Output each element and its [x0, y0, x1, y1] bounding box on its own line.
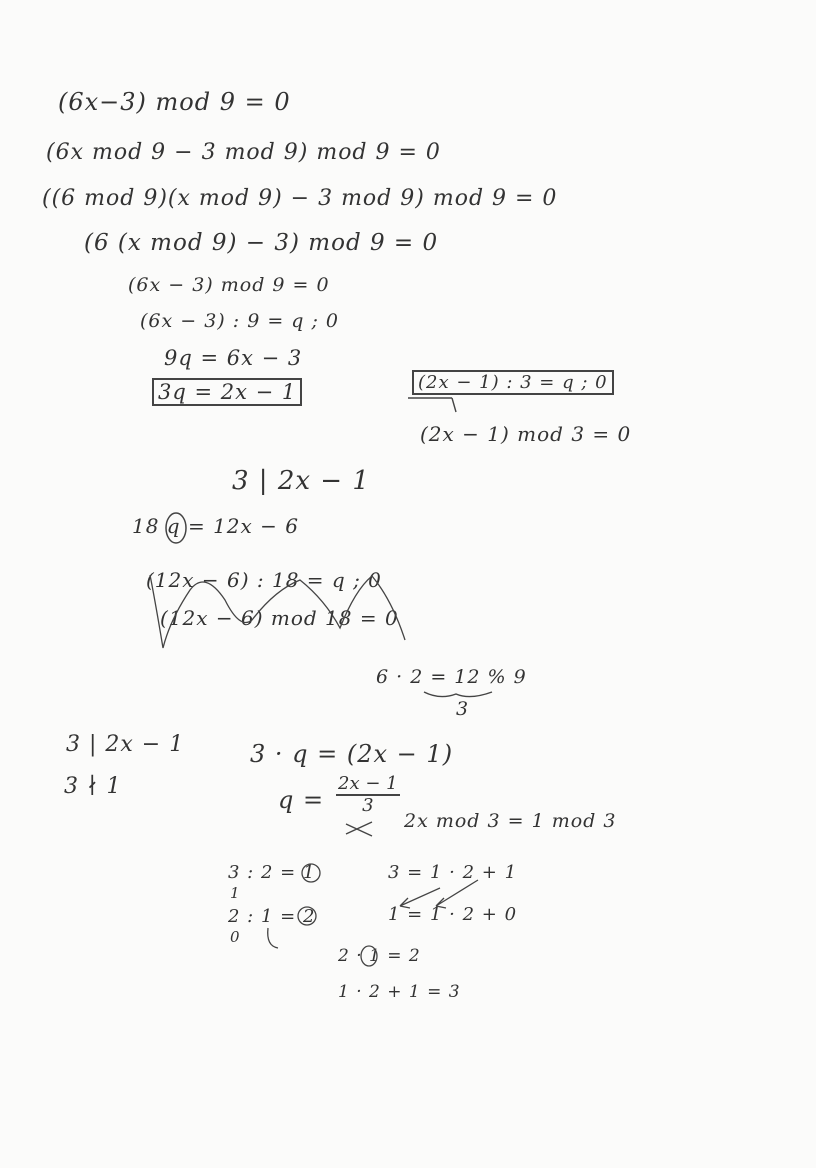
arrow-left-2: [436, 880, 478, 908]
euclid-2div1: 2 : 1 = 2: [228, 906, 316, 927]
equation-line-1: (6x−3) mod 9 = 0: [58, 88, 291, 116]
equation-12x-mod: (12x − 6) mod 18 = 0: [160, 606, 399, 630]
equation-line-7: 9q = 6x − 3: [164, 346, 303, 370]
euclid-3div2: 3 : 2 = 1: [228, 862, 316, 883]
fraction-numerator: 2x − 1: [338, 773, 398, 794]
equation-mod3: (2x − 1) mod 3 = 0: [420, 422, 632, 446]
hook-mark: [268, 928, 278, 948]
euclid-1-eq: 1 = 1 · 2 + 0: [388, 904, 518, 925]
euclid-remainder-1: 1: [230, 884, 241, 902]
equation-line-2: (6x mod 9 − 3 mod 9) mod 9 = 0: [46, 140, 441, 165]
circle-1-check: [361, 946, 377, 966]
circle-1-euclid: [302, 864, 320, 882]
equation-12x-division: (12x − 6) : 18 = q ; 0: [146, 568, 382, 592]
equation-3q: 3 · q = (2x − 1): [250, 740, 454, 768]
underbrace: [424, 692, 492, 697]
crossed-mark: [346, 822, 372, 836]
circle-2-euclid: [298, 907, 316, 925]
check-1times2plus1: 1 · 2 + 1 = 3: [338, 982, 461, 1002]
equation-line-5: (6x − 3) mod 9 = 0: [128, 274, 330, 296]
non-divisibility: 3 ∤ 1: [64, 774, 122, 799]
boxed-equation-division: (2x − 1) : 3 = q ; 0: [412, 370, 614, 395]
divisibility-line-1: 3 | 2x − 1: [232, 466, 370, 496]
fraction-denominator: 3: [362, 795, 374, 816]
check-2times1: 2 · 1 = 2: [338, 946, 421, 966]
equation-line-6: (6x − 3) : 9 = q ; 0: [140, 310, 340, 332]
equation-line-4: (6 (x mod 9) − 3) mod 9 = 0: [84, 230, 439, 256]
equation-line-3: ((6 mod 9)(x mod 9) − 3 mod 9) mod 9 = 0: [42, 186, 558, 211]
equation-6x2: 6 · 2 = 12 % 9: [376, 666, 527, 688]
divisibility-line-2: 3 | 2x − 1: [66, 732, 185, 757]
underbrace-3: 3: [456, 698, 470, 720]
arrow-q-box: [408, 398, 456, 412]
boxed-equation-3q: 3q = 2x − 1: [152, 378, 302, 406]
circle-q: [166, 513, 186, 543]
equation-2x-mod3: 2x mod 3 = 1 mod 3: [404, 810, 617, 832]
euclid-3-eq: 3 = 1 · 2 + 1: [388, 862, 518, 883]
arrow-left-1: [400, 888, 440, 908]
wavy-scribble: [150, 575, 405, 648]
equation-q-equals: q =: [278, 786, 325, 814]
equation-18q: 18 q = 12x − 6: [132, 514, 300, 538]
euclid-remainder-0: 0: [230, 928, 241, 946]
